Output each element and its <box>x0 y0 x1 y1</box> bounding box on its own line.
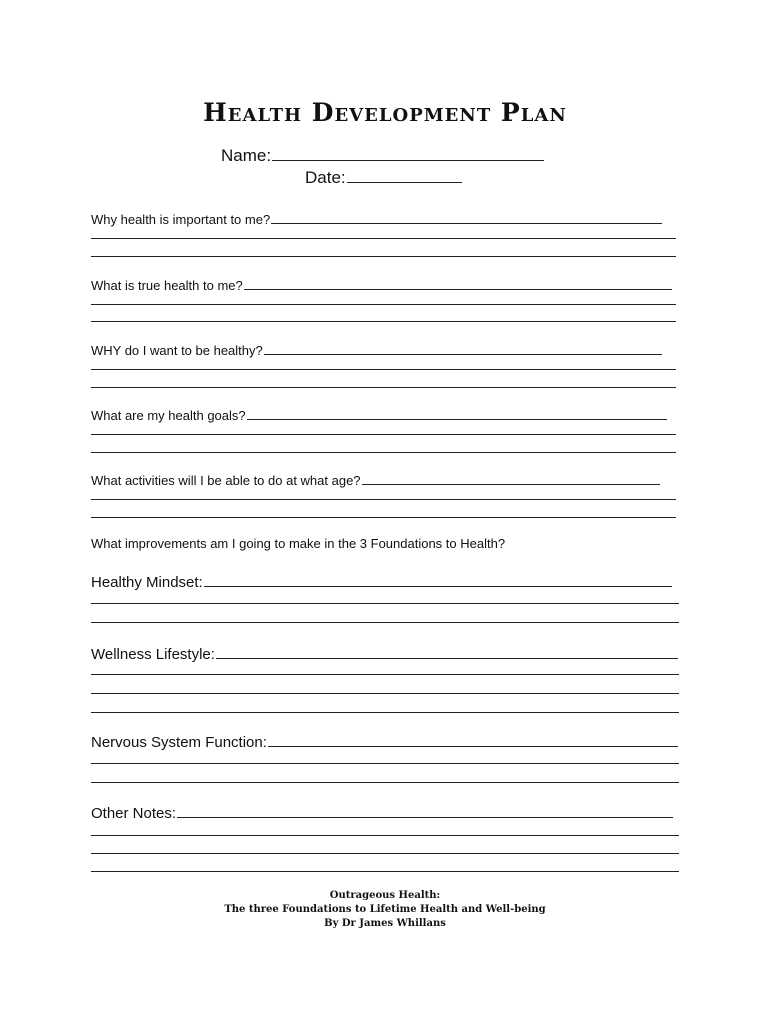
footer-author: By Dr James Whillans <box>324 918 446 929</box>
footer-subtitle: The three Foundations to Lifetime Health and Well-being <box>224 904 546 915</box>
foundation-row <box>91 643 678 663</box>
question-row <box>91 340 662 358</box>
name-input-line[interactable] <box>272 146 544 161</box>
foundation-label: Wellness Lifestyle: <box>91 646 215 663</box>
foundation-row <box>91 802 673 822</box>
answer-line[interactable] <box>268 731 678 747</box>
footer-book-title: Outrageous Health: <box>329 890 441 901</box>
foundation-row <box>91 571 672 591</box>
name-field-row <box>221 146 544 166</box>
answer-line[interactable] <box>91 369 676 370</box>
answer-line[interactable] <box>362 470 660 485</box>
answer-line[interactable] <box>244 275 672 290</box>
answer-line[interactable] <box>91 434 676 435</box>
foundation-label: Other Notes: <box>91 805 177 822</box>
answer-line[interactable] <box>91 712 679 713</box>
question-label: What are my health goals? <box>91 408 246 423</box>
answer-line[interactable] <box>91 693 679 694</box>
answer-line[interactable] <box>177 802 673 818</box>
foundations-prompt: What improvements am I going to make in the 3 Foundations to Health? <box>91 536 506 551</box>
date-label: Date: <box>305 168 346 187</box>
question-row <box>91 209 662 227</box>
answer-line[interactable] <box>247 405 667 420</box>
answer-line[interactable] <box>91 387 676 388</box>
answer-line[interactable] <box>91 782 679 783</box>
answer-line[interactable] <box>91 763 679 764</box>
question-row <box>91 405 667 423</box>
question-label: WHY do I want to be healthy? <box>91 343 263 358</box>
answer-line[interactable] <box>91 871 679 872</box>
page-title: Health Development Plan <box>203 98 567 127</box>
answer-line[interactable] <box>204 571 672 587</box>
foundation-row <box>91 731 678 751</box>
date-field-row <box>305 168 462 188</box>
answer-line[interactable] <box>91 517 676 518</box>
answer-line[interactable] <box>91 321 676 322</box>
foundation-label: Healthy Mindset: <box>91 574 203 591</box>
answer-line[interactable] <box>91 853 679 854</box>
answer-line[interactable] <box>91 603 679 604</box>
answer-line[interactable] <box>264 340 662 355</box>
question-row <box>91 470 660 488</box>
question-label: Why health is important to me? <box>91 212 271 227</box>
foundation-label: Nervous System Function: <box>91 734 267 751</box>
question-row <box>91 275 672 293</box>
answer-line[interactable] <box>91 304 676 305</box>
answer-line[interactable] <box>91 256 676 257</box>
question-label: What activities will I be able to do at what age? <box>91 473 361 488</box>
answer-line[interactable] <box>216 643 678 659</box>
answer-line[interactable] <box>91 452 676 453</box>
date-input-line[interactable] <box>347 168 462 183</box>
answer-line[interactable] <box>91 499 676 500</box>
name-label: Name: <box>221 146 272 165</box>
answer-line[interactable] <box>91 238 676 239</box>
answer-line[interactable] <box>91 674 679 675</box>
answer-line[interactable] <box>271 209 662 224</box>
answer-line[interactable] <box>91 622 679 623</box>
answer-line[interactable] <box>91 835 679 836</box>
question-label: What is true health to me? <box>91 278 243 293</box>
